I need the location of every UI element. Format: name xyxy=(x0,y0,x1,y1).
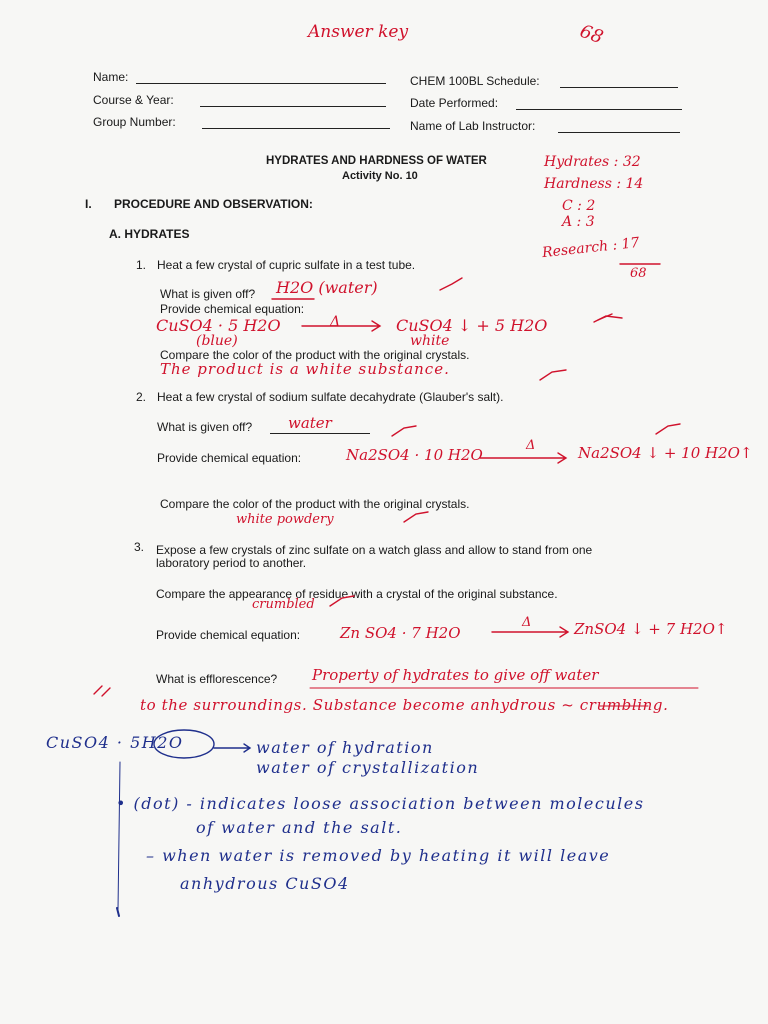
item-1-arrow-label: Δ xyxy=(330,314,341,330)
item-2-equation-reactant: Na2SO4 · 10 H2O xyxy=(346,446,483,464)
item-1-answer-compare: The product is a white substance. xyxy=(160,360,450,378)
tally-c: C : 2 xyxy=(562,198,596,214)
item-2-question-given-off: What is given off? xyxy=(157,420,253,434)
item-1-equation-product: CuSO4 ↓ + 5 H2O xyxy=(396,316,548,335)
item-1-equation-reactant: CuSO4 · 5 H2O xyxy=(156,316,281,335)
item-2-number: 2. xyxy=(136,390,147,404)
item-3-answer-efflorescence-line-2: to the surroundings. Substance become anhydrous ~ crumbling. xyxy=(140,696,669,714)
section-title: PROCEDURE AND OBSERVATION: xyxy=(114,197,313,211)
date-label: Date Performed: xyxy=(410,96,499,110)
item-3-number: 3. xyxy=(134,540,145,554)
item-1-answer-given-off: H2O (water) xyxy=(276,278,378,297)
note-dot-line-2: of water and the salt. xyxy=(196,818,403,837)
item-1-text: Heat a few crystal of cupric sulfate in a test tube. xyxy=(157,258,416,272)
section-number: I. xyxy=(85,197,92,211)
item-2-question-compare: Compare the color of the product with the original crystals. xyxy=(160,497,470,511)
tally-a: A : 3 xyxy=(562,214,595,230)
item-3-answer-efflorescence-line-1: Property of hydrates to give off water xyxy=(312,666,599,684)
item-3-question-equation: Provide chemical equation: xyxy=(156,628,301,642)
subsection-title: A. HYDRATES xyxy=(109,227,190,241)
note-formula: CuSO4 · 5H2O xyxy=(46,733,184,752)
total-score: 68 xyxy=(577,20,606,49)
note-water-of-hydration: water of hydration xyxy=(256,738,434,757)
schedule-label: CHEM 100BL Schedule: xyxy=(410,74,540,88)
item-1-question-given-off: What is given off? xyxy=(160,287,256,301)
item-3-answer-compare: crumbled xyxy=(252,597,315,612)
note-dash-line-2: anhydrous CuSO4 xyxy=(180,874,350,893)
item-2-text: Heat a few crystal of sodium sulfate decahydrate (Glauber's salt). xyxy=(157,390,504,404)
item-1-question-equation: Provide chemical equation: xyxy=(160,302,305,316)
instructor-label: Name of Lab Instructor: xyxy=(410,119,536,133)
answer-key-annotation: Answer key xyxy=(308,22,409,42)
tally-hydrates: Hydrates : 32 xyxy=(544,154,641,170)
course-label: Course & Year: xyxy=(93,93,174,107)
item-2-answer-compare: white powdery xyxy=(236,512,334,527)
item-3-question-compare: Compare the appearance of residue with a crystal of the original substance. xyxy=(156,587,558,601)
item-2-equation-product: Na2SO4 ↓ + 10 H2O↑ xyxy=(578,444,753,462)
tally-research: Research : 17 xyxy=(541,234,641,262)
tally-total: 68 xyxy=(630,266,647,281)
activity-number: Activity No. 10 xyxy=(342,170,418,182)
note-dot-line-1: • (dot) - indicates loose association between molecules xyxy=(116,794,645,813)
item-3-text-line-2: laboratory period to another. xyxy=(156,556,307,570)
tally-hardness: Hardness : 14 xyxy=(544,176,644,192)
name-label: Name: xyxy=(93,70,129,84)
item-3-arrow-label: Δ xyxy=(522,615,532,630)
group-label: Group Number: xyxy=(93,115,176,129)
item-1-product-note: white xyxy=(410,333,450,349)
item-3-question-efflorescence: What is efflorescence? xyxy=(156,672,278,686)
note-dash-line-1: – when water is removed by heating it will leave xyxy=(146,846,611,865)
item-2-answer-given-off: water xyxy=(288,414,332,432)
note-water-of-crystallization: water of crystallization xyxy=(256,758,480,777)
item-1-reactant-note: (blue) xyxy=(196,333,238,349)
item-2-question-equation: Provide chemical equation: xyxy=(157,451,302,465)
item-3-equation-reactant: Zn SO4 · 7 H2O xyxy=(340,624,461,642)
page-title: HYDRATES AND HARDNESS OF WATER xyxy=(266,155,487,167)
item-3-equation-product: ZnSO4 ↓ + 7 H2O↑ xyxy=(574,620,728,638)
item-1-number: 1. xyxy=(136,258,147,272)
item-3-text-line-1: Expose a few crystals of zinc sulfate on a watch glass and allow to stand from one xyxy=(156,543,593,557)
item-1-question-compare: Compare the color of the product with the original crystals. xyxy=(160,348,470,362)
item-2-arrow-label: Δ xyxy=(526,438,536,453)
